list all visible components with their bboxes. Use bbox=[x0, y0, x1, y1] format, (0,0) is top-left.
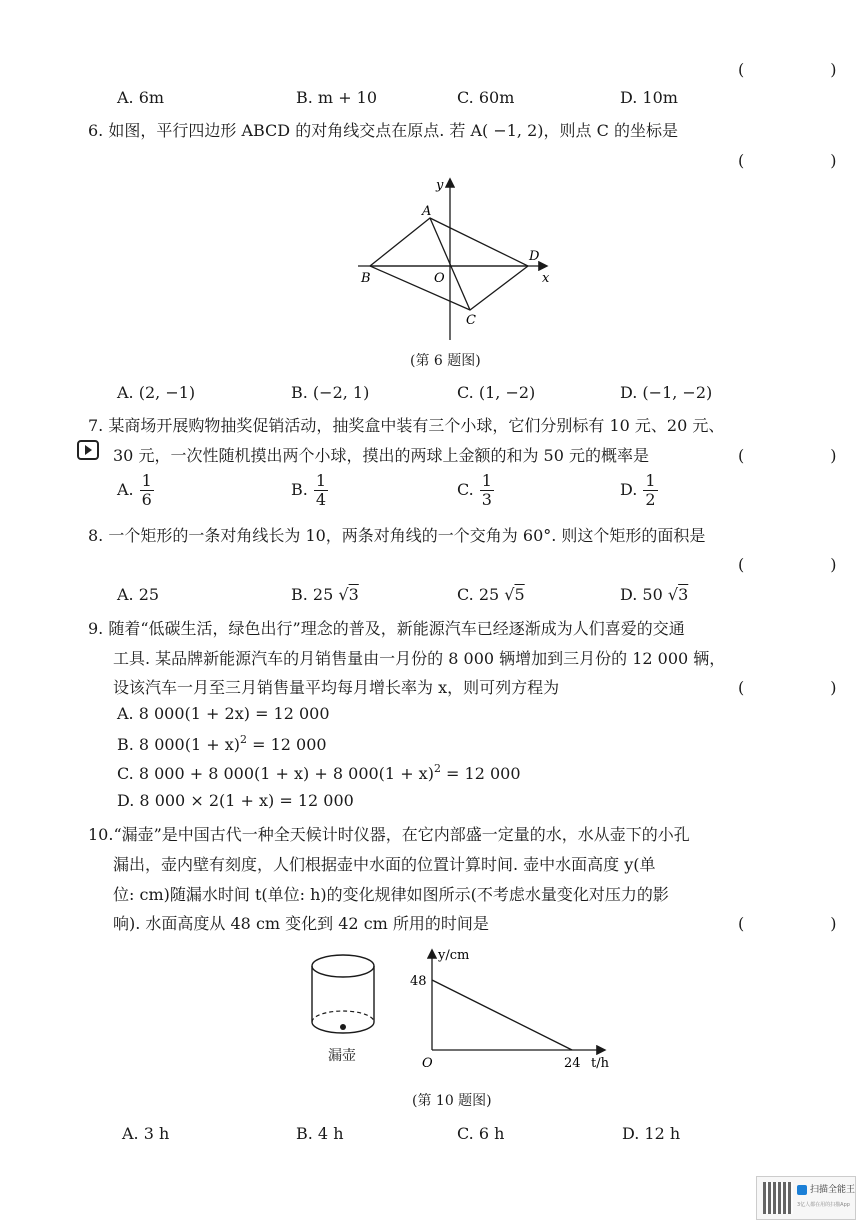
q5-option-c: C. 60m bbox=[457, 88, 515, 107]
q10-option-a: A. 3 h bbox=[122, 1124, 170, 1143]
q7-answer-paren: ( ) bbox=[738, 446, 855, 465]
point-c-label: C bbox=[466, 313, 476, 328]
point-a-label: A bbox=[422, 204, 432, 219]
q10-stem-line-2: 漏出，壶内壁有刻度，人们根据壶中水面的位置计算时间. 壶中水面高度 y(单 bbox=[113, 855, 656, 874]
q8-option-d: D. 50 √3 bbox=[620, 585, 689, 604]
q7-option-b: B. $\frac{1}{4}$ bbox=[291, 471, 327, 509]
point-b-label: B bbox=[361, 271, 371, 286]
scanner-app-subtitle: 3亿人都在用的扫描App bbox=[797, 1202, 850, 1208]
q7-stem-line-2: 30 元，一次性随机摸出两个小球，摸出的两球上金额的和为 50 元的概率是 bbox=[113, 446, 649, 465]
y-axis-label: y bbox=[436, 178, 444, 193]
q6-stem: 6. 如图，平行四边形 ABCD 的对角线交点在原点. 若 A( −1, 2)，则点 C 的坐标是 bbox=[88, 121, 678, 140]
chart-origin-label: O bbox=[422, 1056, 433, 1071]
q5-option-b: B. m + 10 bbox=[296, 88, 378, 107]
chart-series-line-0 bbox=[432, 980, 572, 1050]
q8-option-c: C. 25 √5 bbox=[457, 585, 525, 604]
q7-stem-line-1: 7. 某商场开展购物抽奖促销活动，抽奖盒中装有三个小球，它们分别标有 10 元、20 元、 bbox=[88, 416, 725, 435]
q6-caption: (第 6 题图) bbox=[410, 353, 481, 369]
q10-caption: (第 10 题图) bbox=[412, 1093, 492, 1109]
qr-code-icon bbox=[763, 1182, 793, 1214]
q6-option-c: C. (1, −2) bbox=[457, 383, 536, 402]
q9-option-a: A. 8 000(1 + 2x) = 12 000 bbox=[117, 704, 330, 723]
q6-answer-paren: ( ) bbox=[738, 151, 855, 170]
x-axis-label: x bbox=[542, 271, 550, 286]
q10-stem-line-4: 响). 水面高度从 48 cm 变化到 42 cm 所用的时间是 bbox=[113, 914, 489, 933]
q5-answer-paren: ( ) bbox=[738, 60, 855, 79]
q7-option-d: D. $\frac{1}{2}$ bbox=[620, 471, 656, 509]
vessel-label: 漏壶 bbox=[328, 1048, 356, 1064]
chart-y-label: y/cm bbox=[438, 948, 470, 963]
q6-option-a: A. (2, −1) bbox=[117, 383, 196, 402]
chart-x-label: t/h bbox=[591, 1056, 609, 1071]
camscanner-watermark bbox=[756, 1176, 856, 1220]
q7-option-a: A. $\frac{1}{6}$ bbox=[117, 471, 152, 509]
q9-option-d: D. 8 000 × 2(1 + x) = 12 000 bbox=[117, 791, 354, 810]
point-d-label: D bbox=[529, 249, 540, 264]
q9-option-c: C. 8 000 + 8 000(1 + x) + 8 $000(1 + x)^2 = 12$ 000 bbox=[117, 762, 521, 783]
q6-option-d: D. (−1, −2) bbox=[620, 383, 713, 402]
q6-option-b: B. (−2, 1) bbox=[291, 383, 370, 402]
camscanner-logo-icon bbox=[797, 1185, 807, 1195]
q10-line-chart bbox=[400, 945, 620, 1075]
q5-option-a: A. 6m bbox=[117, 88, 165, 107]
scanner-app-name: 扫描全能王 bbox=[810, 1185, 856, 1195]
q10-stem-line-1: 10.“漏壶”是中国古代一种全天候计时仪器，在它内部盛一定量的水，水从壶下的小孔 bbox=[88, 825, 690, 844]
q7-option-c: C. $\frac{1}{3}$ bbox=[457, 471, 492, 509]
q9-stem-line-2: 工具. 某品牌新能源汽车的月销售量由一月份的 8 000 辆增加到三月份的 12 000 辆， bbox=[113, 649, 726, 668]
parallelogram-abcd bbox=[370, 218, 528, 310]
play-video-icon[interactable] bbox=[77, 440, 99, 460]
chart-y-tick-48: 48 bbox=[410, 974, 427, 989]
water-clock-vessel-drawing bbox=[305, 945, 385, 1050]
q9-option-b: B. 8 $000(1 + x)^2 = 12$ 000 bbox=[117, 733, 327, 754]
q10-answer-paren: ( ) bbox=[738, 914, 855, 933]
q9-stem-line-1: 9. 随着“低碳生活，绿色出行”理念的普及，新能源汽车已经逐渐成为人们喜爱的交通 bbox=[88, 619, 685, 638]
q10-option-d: D. 12 h bbox=[622, 1124, 681, 1143]
q8-stem: 8. 一个矩形的一条对角线长为 10，两条对角线的一个交角为 60°. 则这个矩形的面积是 bbox=[88, 526, 706, 545]
q10-option-b: B. 4 h bbox=[296, 1124, 344, 1143]
origin-label: O bbox=[434, 271, 445, 286]
q5-option-d: D. 10m bbox=[620, 88, 678, 107]
q8-option-a: A. 25 bbox=[117, 585, 160, 604]
q8-option-b: B. 25 √3 bbox=[291, 585, 359, 604]
q10-option-c: C. 6 h bbox=[457, 1124, 505, 1143]
q9-answer-paren: ( ) bbox=[738, 678, 855, 697]
q6-figure bbox=[350, 170, 570, 345]
q8-answer-paren: ( ) bbox=[738, 555, 855, 574]
chart-x-tick-24: 24 bbox=[564, 1056, 581, 1071]
q10-stem-line-3: 位: cm)随漏水时间 t(单位: h)的变化规律如图所示(不考虑水量变化对压力的影 bbox=[113, 885, 669, 904]
q9-stem-line-3: 设该汽车一月至三月销售量平均每月增长率为 x，则可列方程为 bbox=[113, 678, 560, 697]
